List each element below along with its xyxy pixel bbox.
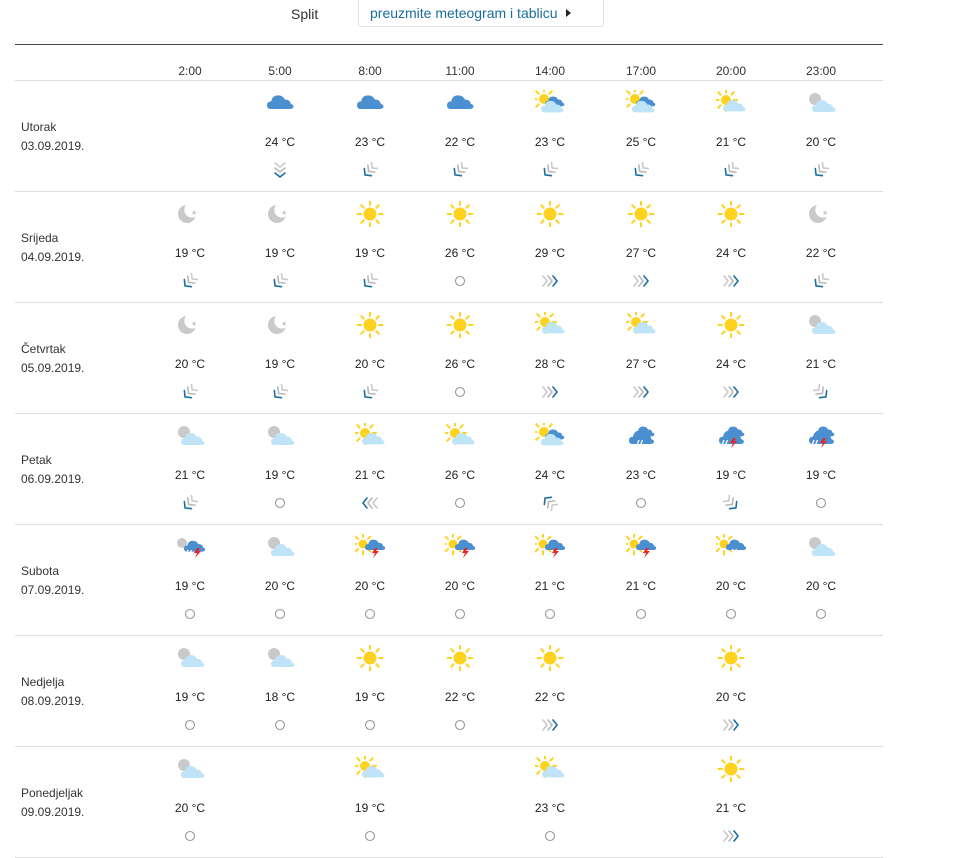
clear-night-icon	[265, 312, 295, 338]
temperature: 21 °C	[174, 468, 206, 482]
calm-circle-icon	[452, 495, 468, 511]
sun-behind-clouds-icon	[535, 90, 565, 116]
moon-behind-cloud-icon	[175, 645, 205, 671]
forecast-cell	[240, 303, 320, 413]
sun-icon	[445, 312, 475, 338]
temperature: 24 °C	[264, 135, 296, 149]
sun-thunderstorm-icon	[626, 534, 656, 560]
sun-behind-cloud-icon	[535, 756, 565, 782]
temperature: 24 °C	[715, 246, 747, 260]
sun-icon	[716, 312, 746, 338]
calm-circle-icon	[272, 606, 288, 622]
sun-icon	[626, 201, 656, 227]
temperature: 27 °C	[625, 357, 657, 371]
forecast-cell	[330, 303, 410, 413]
wind-east-arrow-icon	[723, 717, 739, 733]
forecast-cell	[240, 525, 320, 635]
temperature: 19 °C	[715, 468, 747, 482]
forecast-cell	[601, 414, 681, 524]
header-divider	[15, 44, 883, 45]
moon-behind-cloud-icon	[265, 534, 295, 560]
wind-southeast-arrow-icon	[813, 384, 829, 400]
temperature: 21 °C	[715, 135, 747, 149]
wind-southwest-arrow-icon	[182, 495, 198, 511]
forecast-cell	[601, 81, 681, 191]
forecast-cell	[510, 303, 590, 413]
forecast-cell	[240, 414, 320, 524]
calm-circle-icon	[182, 828, 198, 844]
wind-west-arrow-icon	[362, 495, 378, 511]
forecast-cell	[420, 636, 500, 746]
temperature: 21 °C	[805, 357, 837, 371]
forecast-cell	[420, 525, 500, 635]
moon-thunderstorm-icon	[175, 534, 205, 560]
sun-icon	[355, 312, 385, 338]
hours-header-row	[15, 58, 883, 81]
day-date: 03.09.2019.	[21, 139, 85, 153]
forecast-cell	[691, 303, 771, 413]
forecast-cell	[510, 747, 590, 857]
temperature: 29 °C	[534, 246, 566, 260]
sun-icon	[355, 201, 385, 227]
wind-southwest-arrow-icon	[723, 162, 739, 178]
svg-text:★: ★	[281, 320, 288, 328]
day-date: 05.09.2019.	[21, 361, 85, 375]
temperature: 28 °C	[534, 357, 566, 371]
temperature: 20 °C	[444, 579, 476, 593]
day-row	[15, 747, 883, 858]
calm-circle-icon	[362, 606, 378, 622]
day-name: Nedjelja	[21, 675, 65, 689]
hour-label: 23:00	[805, 64, 837, 78]
moon-behind-cloud-icon	[806, 90, 836, 116]
forecast-cell	[330, 636, 410, 746]
temperature: 26 °C	[444, 246, 476, 260]
day-name: Utorak	[21, 120, 57, 134]
temperature: 26 °C	[444, 468, 476, 482]
day-date: 09.09.2019.	[21, 805, 85, 819]
forecast-cell	[150, 303, 230, 413]
forecast-cell	[601, 525, 681, 635]
forecast-cell	[240, 192, 320, 302]
day-date: 04.09.2019.	[21, 250, 85, 264]
calm-circle-icon	[362, 717, 378, 733]
day-label	[21, 229, 84, 267]
svg-text:★: ★	[281, 209, 288, 217]
temperature: 18 °C	[264, 690, 296, 704]
temperature: 20 °C	[715, 690, 747, 704]
calm-circle-icon	[542, 606, 558, 622]
temperature: 24 °C	[534, 468, 566, 482]
day-row	[15, 525, 883, 636]
day-name: Srijeda	[21, 231, 59, 245]
day-name: Ponedjeljak	[21, 786, 84, 800]
temperature: 19 °C	[174, 246, 206, 260]
clear-night-icon	[175, 201, 205, 227]
temperature: 23 °C	[625, 468, 657, 482]
sun-behind-clouds-icon	[626, 90, 656, 116]
sun-icon	[716, 645, 746, 671]
day-date: 07.09.2019.	[21, 583, 85, 597]
day-row	[15, 192, 883, 303]
wind-northwest-arrow-icon	[542, 495, 558, 511]
sun-thunderstorm-icon	[445, 534, 475, 560]
hour-label: 20:00	[715, 64, 747, 78]
forecast-cell	[510, 525, 590, 635]
sun-behind-cloud-icon	[716, 90, 746, 116]
forecast-cell	[691, 525, 771, 635]
hour-label: 5:00	[268, 64, 292, 78]
temperature: 23 °C	[534, 801, 566, 815]
sun-icon	[716, 756, 746, 782]
calm-circle-icon	[813, 495, 829, 511]
wind-southwest-arrow-icon	[813, 162, 829, 178]
forecast-cell	[781, 525, 861, 635]
cloud-icon	[355, 90, 385, 116]
wind-south-arrow-icon	[272, 162, 288, 178]
forecast-cell	[240, 636, 320, 746]
temperature: 22 °C	[444, 135, 476, 149]
temperature: 20 °C	[264, 579, 296, 593]
forecast-cell	[510, 414, 590, 524]
thunderstorm-icon	[716, 423, 746, 449]
forecast-cell	[781, 414, 861, 524]
wind-east-arrow-icon	[723, 828, 739, 844]
wind-southwest-arrow-icon	[542, 162, 558, 178]
temperature: 21 °C	[625, 579, 657, 593]
cloud-icon	[265, 90, 295, 116]
forecast-cell	[601, 192, 681, 302]
forecast-cell	[330, 81, 410, 191]
day-label	[21, 118, 84, 156]
sun-behind-cloud-icon	[445, 423, 475, 449]
moon-behind-cloud-icon	[175, 423, 205, 449]
forecast-cell	[691, 747, 771, 857]
clear-night-icon	[175, 312, 205, 338]
svg-text:★: ★	[822, 209, 829, 217]
city-name: Split	[291, 6, 319, 22]
clear-night-icon	[806, 201, 836, 227]
wind-southeast-arrow-icon	[723, 495, 739, 511]
day-row	[15, 303, 883, 414]
wind-southwest-arrow-icon	[362, 273, 378, 289]
temperature: 21 °C	[354, 468, 386, 482]
temperature: 19 °C	[805, 468, 837, 482]
wind-east-arrow-icon	[723, 273, 739, 289]
wind-east-arrow-icon	[542, 717, 558, 733]
day-row	[15, 81, 883, 192]
sun-behind-cloud-icon	[355, 423, 385, 449]
forecast-cell	[691, 414, 771, 524]
forecast-cell	[240, 81, 320, 191]
calm-circle-icon	[542, 828, 558, 844]
wind-east-arrow-icon	[723, 384, 739, 400]
sun-icon	[535, 201, 565, 227]
temperature: 25 °C	[625, 135, 657, 149]
wind-east-arrow-icon	[633, 384, 649, 400]
svg-text:★: ★	[191, 320, 198, 328]
wind-southwest-arrow-icon	[362, 162, 378, 178]
wind-southwest-arrow-icon	[813, 273, 829, 289]
temperature: 19 °C	[264, 357, 296, 371]
temperature: 19 °C	[264, 468, 296, 482]
temperature: 20 °C	[354, 579, 386, 593]
rain-cloud-icon	[626, 423, 656, 449]
temperature: 20 °C	[354, 357, 386, 371]
forecast-cell	[330, 192, 410, 302]
clear-night-icon	[265, 201, 295, 227]
wind-east-arrow-icon	[633, 273, 649, 289]
day-label	[21, 451, 84, 489]
sun-rain-icon	[716, 534, 746, 560]
calm-circle-icon	[452, 606, 468, 622]
forecast-cell	[150, 525, 230, 635]
forecast-cell	[330, 525, 410, 635]
temperature: 22 °C	[444, 690, 476, 704]
wind-southwest-arrow-icon	[272, 273, 288, 289]
forecast-cell	[691, 192, 771, 302]
download-meteogram-label: preuzmite meteogram i tablicu	[370, 5, 558, 21]
forecast-cell	[510, 192, 590, 302]
forecast-cell	[420, 81, 500, 191]
sun-icon	[716, 201, 746, 227]
calm-circle-icon	[813, 606, 829, 622]
calm-circle-icon	[272, 717, 288, 733]
calm-circle-icon	[452, 717, 468, 733]
forecast-cell	[510, 636, 590, 746]
temperature: 19 °C	[174, 690, 206, 704]
temperature: 19 °C	[174, 579, 206, 593]
sun-icon	[535, 645, 565, 671]
temperature: 20 °C	[715, 579, 747, 593]
sun-behind-cloud-icon	[355, 756, 385, 782]
forecast-cell	[781, 81, 861, 191]
forecast-cell	[330, 747, 410, 857]
wind-southwest-arrow-icon	[182, 273, 198, 289]
forecast-cell	[691, 636, 771, 746]
temperature: 20 °C	[174, 801, 206, 815]
temperature: 20 °C	[805, 135, 837, 149]
cloud-icon	[445, 90, 475, 116]
forecast-cell	[781, 303, 861, 413]
forecast-cell	[420, 414, 500, 524]
forecast-table	[15, 58, 883, 858]
sun-thunderstorm-icon	[355, 534, 385, 560]
temperature: 22 °C	[534, 690, 566, 704]
calm-circle-icon	[362, 828, 378, 844]
sun-icon	[445, 645, 475, 671]
sun-behind-cloud-icon	[535, 312, 565, 338]
day-label	[21, 784, 84, 822]
calm-circle-icon	[633, 495, 649, 511]
temperature: 21 °C	[534, 579, 566, 593]
forecast-cell	[601, 303, 681, 413]
sun-behind-clouds-icon	[535, 423, 565, 449]
calm-circle-icon	[182, 606, 198, 622]
sun-behind-cloud-icon	[626, 312, 656, 338]
wind-southwest-arrow-icon	[272, 384, 288, 400]
moon-behind-cloud-icon	[265, 423, 295, 449]
day-name: Subota	[21, 564, 60, 578]
forecast-cell	[691, 81, 771, 191]
forecast-cell	[781, 192, 861, 302]
wind-southwest-arrow-icon	[182, 384, 198, 400]
wind-east-arrow-icon	[542, 273, 558, 289]
forecast-cell	[150, 192, 230, 302]
moon-behind-cloud-icon	[806, 534, 836, 560]
day-row	[15, 414, 883, 525]
calm-circle-icon	[633, 606, 649, 622]
play-arrow-icon	[566, 9, 571, 17]
day-label	[21, 562, 84, 600]
svg-text:★: ★	[191, 209, 198, 217]
wind-east-arrow-icon	[542, 384, 558, 400]
day-name: Četvrtak	[21, 342, 66, 356]
hour-label: 11:00	[445, 64, 475, 78]
day-date: 08.09.2019.	[21, 694, 85, 708]
forecast-cell	[330, 414, 410, 524]
temperature: 19 °C	[354, 246, 386, 260]
day-row	[15, 636, 883, 747]
top-bar	[0, 0, 958, 44]
sun-icon	[355, 645, 385, 671]
calm-circle-icon	[452, 384, 468, 400]
forecast-cell	[420, 303, 500, 413]
days-container	[15, 81, 883, 858]
wind-southwest-arrow-icon	[362, 384, 378, 400]
calm-circle-icon	[272, 495, 288, 511]
temperature: 23 °C	[354, 135, 386, 149]
day-name: Petak	[21, 453, 52, 467]
moon-behind-cloud-icon	[175, 756, 205, 782]
temperature: 22 °C	[805, 246, 837, 260]
temperature: 24 °C	[715, 357, 747, 371]
calm-circle-icon	[723, 606, 739, 622]
day-date: 06.09.2019.	[21, 472, 85, 486]
wind-southwest-arrow-icon	[452, 162, 468, 178]
moon-behind-cloud-icon	[806, 312, 836, 338]
day-label	[21, 340, 84, 378]
wind-southwest-arrow-icon	[633, 162, 649, 178]
forecast-cell	[510, 81, 590, 191]
download-meteogram-button[interactable]	[358, 0, 604, 27]
temperature: 27 °C	[625, 246, 657, 260]
temperature: 21 °C	[715, 801, 747, 815]
temperature: 26 °C	[444, 357, 476, 371]
sun-thunderstorm-icon	[535, 534, 565, 560]
forecast-cell	[150, 414, 230, 524]
moon-behind-cloud-icon	[265, 645, 295, 671]
sun-icon	[445, 201, 475, 227]
calm-circle-icon	[182, 717, 198, 733]
temperature: 20 °C	[805, 579, 837, 593]
hour-label: 17:00	[625, 64, 657, 78]
temperature: 19 °C	[354, 801, 386, 815]
calm-circle-icon	[452, 273, 468, 289]
temperature: 19 °C	[264, 246, 296, 260]
hour-label: 8:00	[358, 64, 382, 78]
thunderstorm-icon	[806, 423, 836, 449]
hour-label: 2:00	[178, 64, 202, 78]
temperature: 20 °C	[174, 357, 206, 371]
forecast-cell	[150, 636, 230, 746]
forecast-cell	[420, 192, 500, 302]
temperature: 23 °C	[534, 135, 566, 149]
forecast-cell	[150, 747, 230, 857]
day-label	[21, 673, 84, 711]
temperature: 19 °C	[354, 690, 386, 704]
hour-label: 14:00	[534, 64, 566, 78]
